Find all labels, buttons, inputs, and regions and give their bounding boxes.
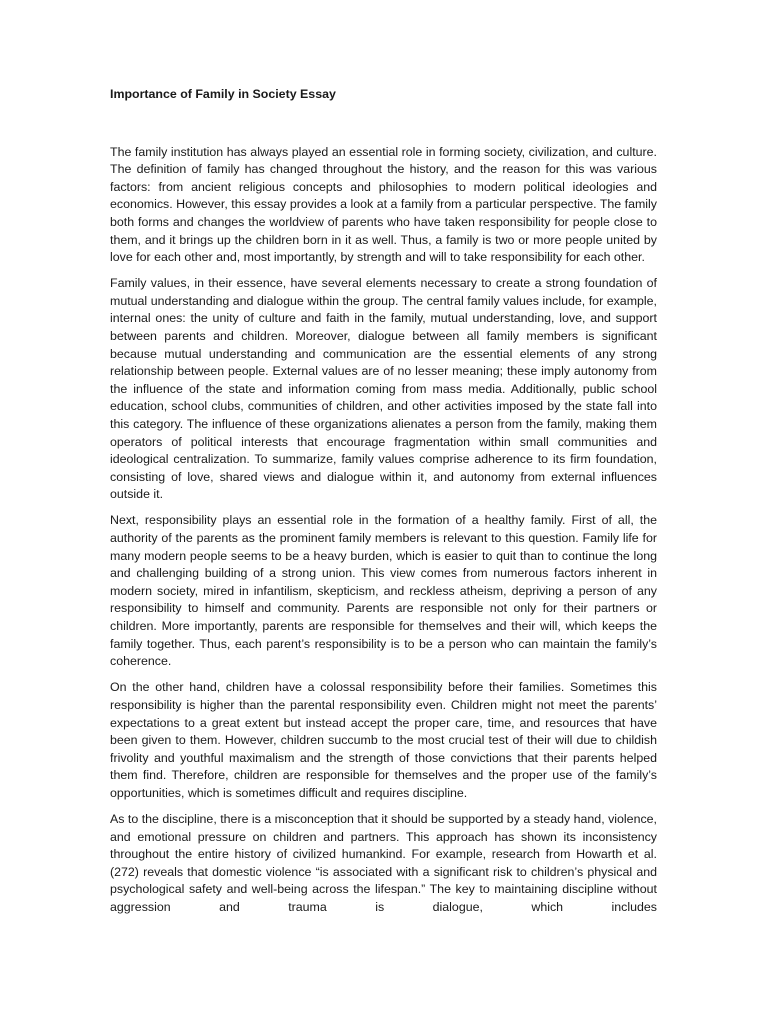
- paragraph-parental-responsibility: Next, responsibility plays an essential role in the formation of a healthy family. First of all, the authority of the parents as the prominent family members is relevant to this question. Family life for many modern people seems to be a heavy burden, which is easier to quit than to continue the long and challenging building of a strong union. This view comes from numerous factors inherent in modern society, mired in infantilism, skepticism, and reckless atheism, depriving a person of any responsibility to himself and community. Parents are responsible not only for their partners or children. More importantly, parents are responsible for themselves and their will, which keeps the family together. Thus, each parent’s responsibility is to be a person who can maintain the family’s coherence.: [110, 513, 657, 669]
- essay-title: Importance of Family in Society Essay: [110, 87, 336, 101]
- paragraph-introduction: The family institution has always played an essential role in forming society, civilization, and culture. The definition of family has changed throughout the history, and the reason for this was various factors: from ancient religious concepts and philosophies to modern political ideologies and economics. However, this essay provides a look at a family from a particular perspective. The family both forms and changes the worldview of parents who have taken responsibility for people close to them, and it brings up the children born in it as well. Thus, a family is two or more people united by love for each other and, most importantly, by strength and will to take responsibility for each other.: [110, 144, 657, 265]
- paragraph-discipline: As to the discipline, there is a misconception that it should be supported by a steady hand, violence, and emotional pressure on children and partners. This approach has shown its inconsistency throughout the entire history of civilized humankind. For example, research from Howarth et al. (272) reveals that domestic violence “is associated with a significant risk to children’s physical and psychological safety and well-being across the lifespan.” The key to maintaining discipline without aggression and trauma is dialogue, which includes: [110, 811, 657, 914]
- paragraph-children-responsibility: On the other hand, children have a colossal responsibility before their families. Sometimes this responsibility is higher than the parental responsibility even. Children might not meet the parents’ expectations to a great extent but instead accept the proper care, time, and resources that have been given to them. However, children succumb to the most crucial test of their will due to childish frivolity and youthful maximalism and the strength of those convictions that their parents helped them find. Therefore, children are responsible for themselves and the proper use of the family’s opportunities, which is sometimes difficult and requires discipline.: [110, 680, 657, 800]
- paragraph-family-values: Family values, in their essence, have several elements necessary to create a strong foundation of mutual understanding and dialogue within the group. The central family values include, for example, internal ones: the unity of culture and faith in the family, mutual understanding, love, and support between parents and children. Moreover, dialogue between all family members is significant because mutual understanding and communication are the essential elements of any strong relationship between people. External values are of no lesser meaning; these imply autonomy from the influence of the state and information coming from mass media. Additionally, public school education, school clubs, communities of children, and other activities imposed by the state fall into this category. The influence of these organizations alienates a person from the family, making them operators of political interests that encourage fragmentation within small communities and ideological centralization. To summarize, family values comprise adherence to its firm foundation, consisting of love, shared views and dialogue within it, and autonomy from external influences outside it.: [110, 276, 657, 502]
- essay-body: [110, 86, 657, 925]
